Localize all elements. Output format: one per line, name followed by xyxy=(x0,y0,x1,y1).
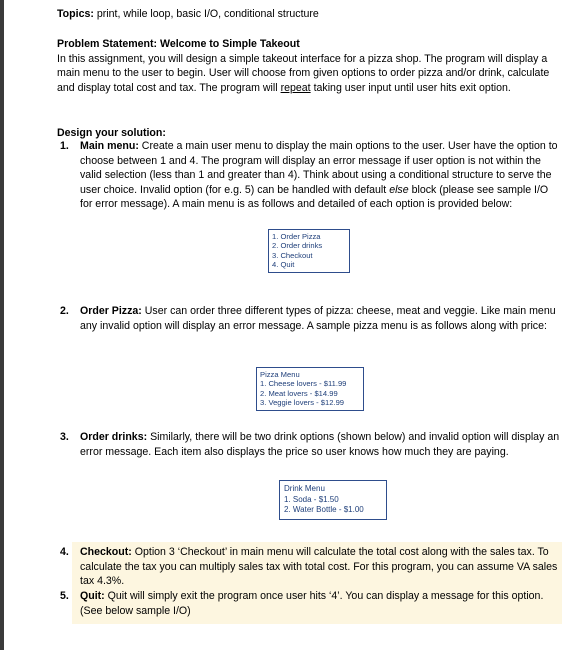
item-quit: 5. Quit: Quit will simply exit the program once user hits ‘4’. You can display a message for this option. (See below sample I/O) xyxy=(60,590,544,617)
menu-line: 2. Order drinks xyxy=(272,241,323,251)
page-left-edge xyxy=(0,0,4,650)
menu-line: 1. Order Pizza xyxy=(272,232,321,241)
item-number: 5. xyxy=(60,590,69,602)
menu-line: 3. Veggie lovers - $12.99 xyxy=(260,398,345,408)
topics-label: Topics: xyxy=(57,8,94,20)
menu-line: Pizza Menu xyxy=(260,370,300,379)
main-menu-sample xyxy=(268,229,350,273)
item-title: Order drinks: xyxy=(80,431,148,443)
menu-line: 2. Water Bottle - $1.00 xyxy=(284,505,364,514)
item-number: 4. xyxy=(60,546,69,558)
menu-line: 2. Meat lovers - $14.99 xyxy=(260,388,338,398)
drink-menu-sample xyxy=(279,480,387,520)
problem-body: In this assignment, you will design a simple takeout interface for a pizza shop. The program will display a main menu to the user to begin. User will choose from given options to order pizza and/or drink, calculate and display total cost and tax. The program will repeat taking user input until user hits exit option. xyxy=(57,52,550,94)
topics-text: print, while loop, basic I/O, conditional structure xyxy=(93,8,319,20)
menu-line: 3. Checkout xyxy=(272,250,313,260)
item-order-pizza: 2. Order Pizza: User can order three different types of pizza: cheese, meat and veggie. Like main menu any invalid option will display an error message. A sample pizza menu is as follows along with price: xyxy=(60,305,556,332)
item-number: 1. xyxy=(60,140,69,152)
menu-line: 1. Soda - $1.50 xyxy=(284,494,339,504)
design-heading: Design your solution: xyxy=(57,127,166,139)
menu-line: 1. Cheese lovers - $11.99 xyxy=(260,379,347,389)
item-title: Main menu: xyxy=(80,140,139,152)
item-title: Checkout: xyxy=(80,546,132,558)
menu-line: Drink Menu xyxy=(284,484,325,493)
item-title: Order Pizza: xyxy=(80,305,142,317)
item-order-drinks: 3. Order drinks: Similarly, there will be two drink options (shown below) and invalid option will display an error message. Each item also displays the price so user knows how much they are paying. xyxy=(60,431,560,458)
item-main-menu: 1. Main menu: Create a main user menu to display the main options to the user. User have the option to choose between 1 and 4. The program will display an error message if user option is not within the valid selection (less than 1 and greater than 4). Think about using a conditional structure to serve the user choice. Invalid option (for e.g. 5) can be handled with default else block (please see sample I/O for error message). A main menu is as follows and detailed of each option is provided below: xyxy=(60,140,558,211)
menu-line: 4. Quit xyxy=(272,260,295,270)
pizza-menu-sample xyxy=(256,367,364,411)
repeat-underlined: repeat xyxy=(280,81,311,94)
problem-heading: Problem Statement: Welcome to Simple Takeout xyxy=(57,38,300,50)
topics-line xyxy=(57,7,562,22)
problem-statement xyxy=(57,37,562,95)
item-number: 2. xyxy=(60,305,69,317)
item-title: Quit: xyxy=(80,590,105,602)
item-checkout: 4. Checkout: Option 3 ‘Checkout’ in main menu will calculate the total cost along with the sales tax. To calculate the tax you can multiply sales tax with total cost. For this program, you can assume VA sales tax 4.3%. xyxy=(60,546,558,588)
item-number: 3. xyxy=(60,431,69,443)
